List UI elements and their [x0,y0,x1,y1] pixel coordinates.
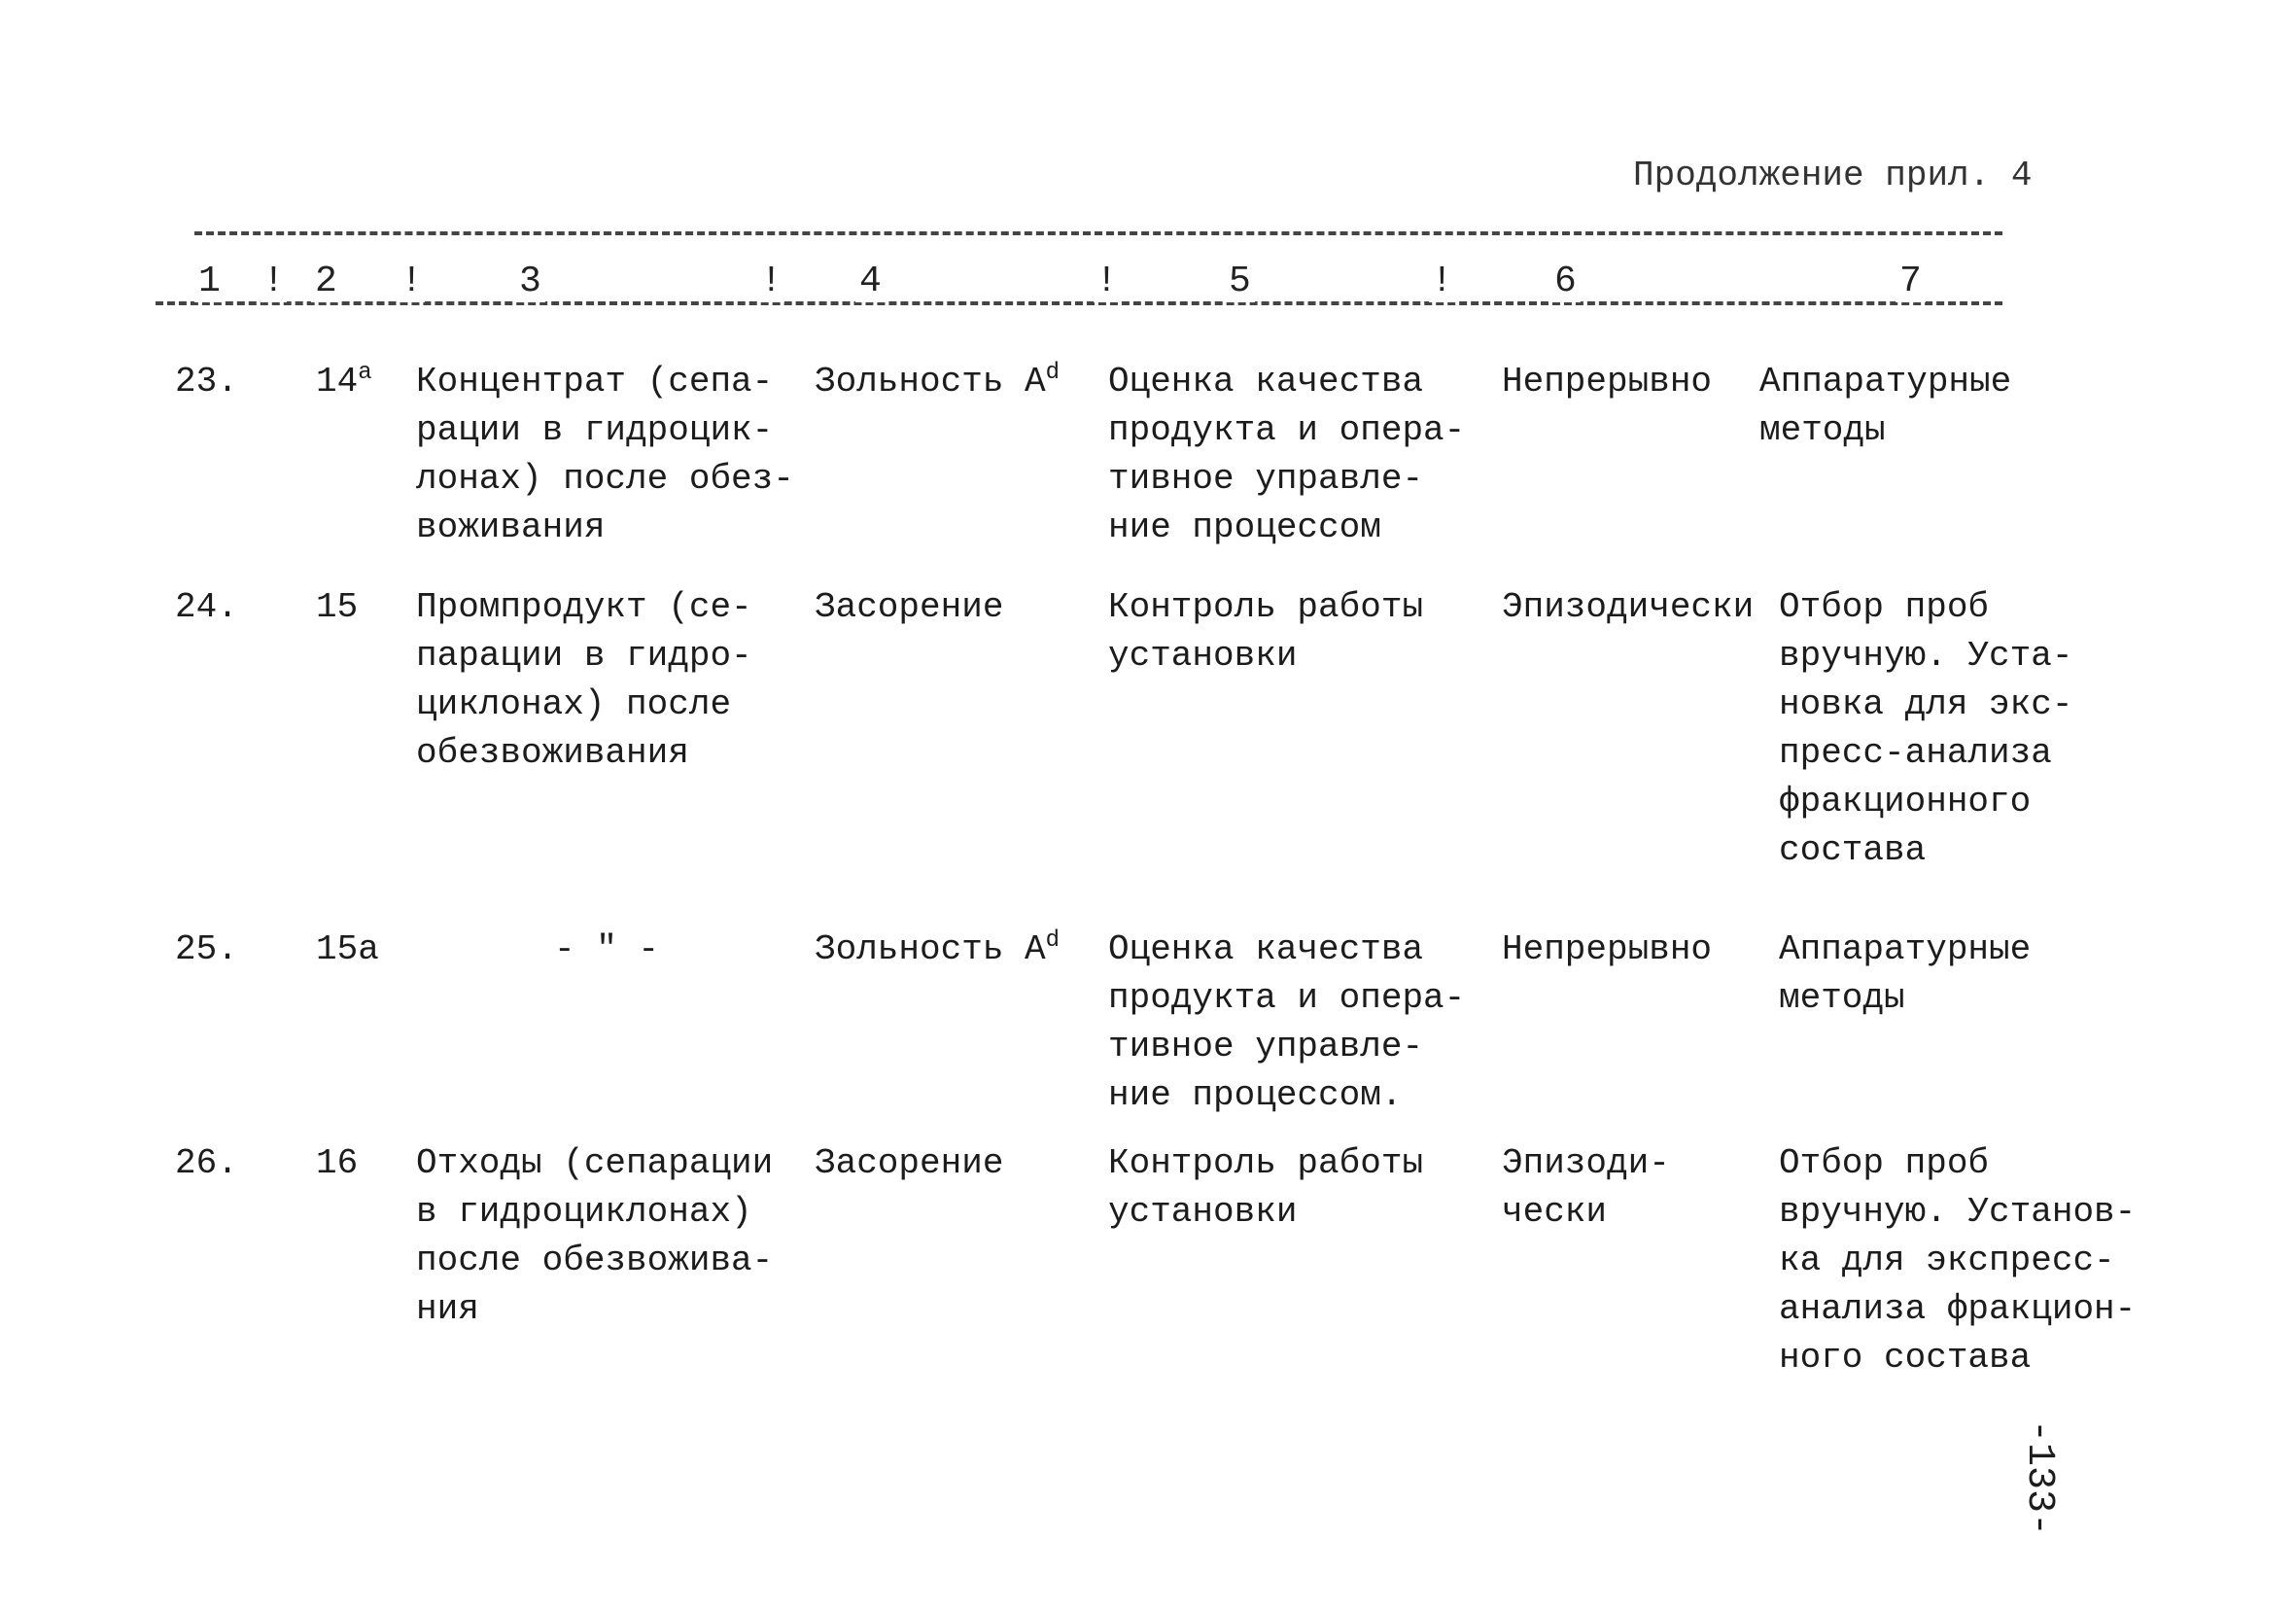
purpose-cell: Оценка качества продукта и опера- тивное управле- ние процессом. [1108,929,1466,1115]
frequency-cell: Эпизоди- чески [1502,1143,1670,1232]
parameter-cell: Засорение [815,1143,1004,1183]
column-number-3: 3 [515,261,545,302]
column-separator: ! [1096,261,1118,302]
parameter-cell [815,926,1060,974]
method-cell: Аппаратурные методы [1779,929,2032,1018]
column-number-7: 7 [1896,261,1926,302]
column-number-5: 5 [1225,261,1255,302]
column-number-row [156,261,2002,309]
point-number: 15 [316,587,359,627]
object-cell: Отходы (сепарации в гидроциклонах) после обезвожива- ния [416,1143,774,1329]
row-number: 24. [175,587,238,627]
column-separator: ! [760,261,783,302]
parameter-text: Зольность A [815,929,1046,969]
point-number: 15а [316,929,379,969]
parameter-superscript: d [1045,927,1061,954]
method-cell: Отбор проб вручную. Установ- ка для экспресс- анализа фракцион- ного состава [1779,1143,2137,1378]
object-cell: Промпродукт (се- парации в гидро- циклонах) после обезвоживания [416,587,752,773]
purpose-cell: Контроль работы установки [1108,587,1424,676]
method-cell: Аппаратурные методы [1759,362,2012,450]
column-number-2: 2 [311,261,341,302]
frequency-cell: Непрерывно [1502,929,1713,969]
object-cell-ditto: - " - [554,929,660,969]
column-number-1: 1 [194,261,225,302]
column-separator: ! [400,261,423,302]
page-number: -133- [2017,1419,2061,1537]
point-number [316,358,372,406]
point-number-superscript: а [358,360,372,386]
purpose-cell: Оценка качества продукта и опера- тивное управле- ние процессом [1108,362,1466,547]
parameter-superscript: d [1045,360,1061,386]
column-separator: ! [1431,261,1453,302]
frequency-cell: Эпизодически [1502,587,1755,627]
column-number-dashed-rule [156,301,2002,305]
parameter-text: Зольность A [815,362,1046,402]
row-number: 26. [175,1143,238,1183]
row-number: 23. [175,362,238,402]
header-dashed-rule [194,231,2002,235]
method-cell: Отбор проб вручную. Уста- новка для экс- пресс-анализа фракционного состава [1779,587,2073,870]
parameter-cell [815,358,1060,406]
row-number: 25. [175,929,238,969]
point-number: 16 [316,1143,359,1183]
column-number-4: 4 [855,261,886,302]
point-number-text: 14 [316,362,359,402]
column-number-6: 6 [1550,261,1581,302]
object-cell: Концентрат (сепа- рации в гидроцик- лонах) после обез- воживания [416,362,794,547]
purpose-cell: Контроль работы установки [1108,1143,1424,1232]
frequency-cell: Непрерывно [1502,362,1713,402]
parameter-cell: Засорение [815,587,1004,627]
column-separator: ! [262,261,285,302]
continuation-label: Продолжение прил. 4 [1633,156,2033,195]
